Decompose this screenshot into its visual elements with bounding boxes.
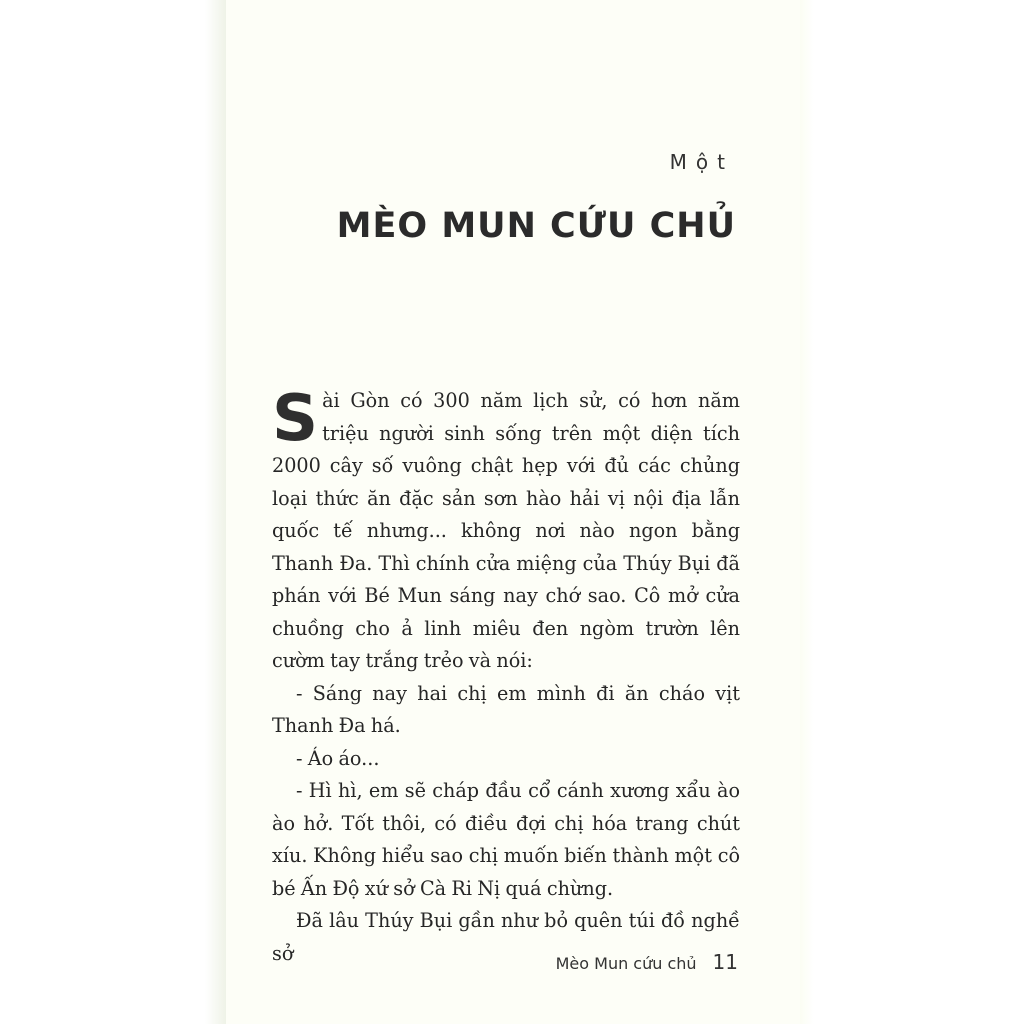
page-gutter-shadow [205, 0, 227, 1024]
drop-cap: S [272, 382, 319, 456]
page-edge [800, 0, 814, 1024]
running-title: Mèo Mun cứu chủ [555, 954, 697, 973]
page-footer [556, 950, 738, 974]
paragraph-1-text: ài Gòn có 300 năm lịch sử, có hơn năm triệu người sinh sống trên một diện tích 2000 cây số vuông chật hẹp với đủ các chủng loại thức ăn đặc sản sơn hào hải vị nội địa lẫn quốc tế nhưng... không nơi nào ngon bằng Thanh Đa. Thì chính cửa miệng của Thúy Bụi đã phán với Bé Mun sáng nay chớ sao. Cô mở cửa chuồng cho ả linh miêu đen ngòm trườn lên cườm tay trắng trẻo và nói: [272, 389, 740, 672]
paragraph-3: - Áo áo... [296, 746, 380, 770]
paragraph-5: Đã lâu Thúy Bụi gần như bỏ quên túi đồ nghề sở [272, 909, 740, 965]
paragraph-4: - Hì hì, em sẽ cháp đầu cổ cánh xương xẩu ào ào hở. Tốt thôi, có điều đợi chị hóa trang chút xíu. Không hiểu sao chị muốn biến thành một cô bé Ấn Độ xứ sở Cà Ri Nị quá chừng. [272, 779, 740, 900]
paragraph-1 [272, 382, 740, 678]
chapter-title: MÈO MUN CỨU CHỦ [336, 206, 736, 246]
paragraph-2: - Sáng nay hai chị em mình đi ăn cháo vịt Thanh Đa há. [272, 681, 740, 737]
chapter-number: Một [669, 150, 734, 174]
chapter-body [272, 382, 740, 970]
page-number: 11 [712, 950, 738, 974]
